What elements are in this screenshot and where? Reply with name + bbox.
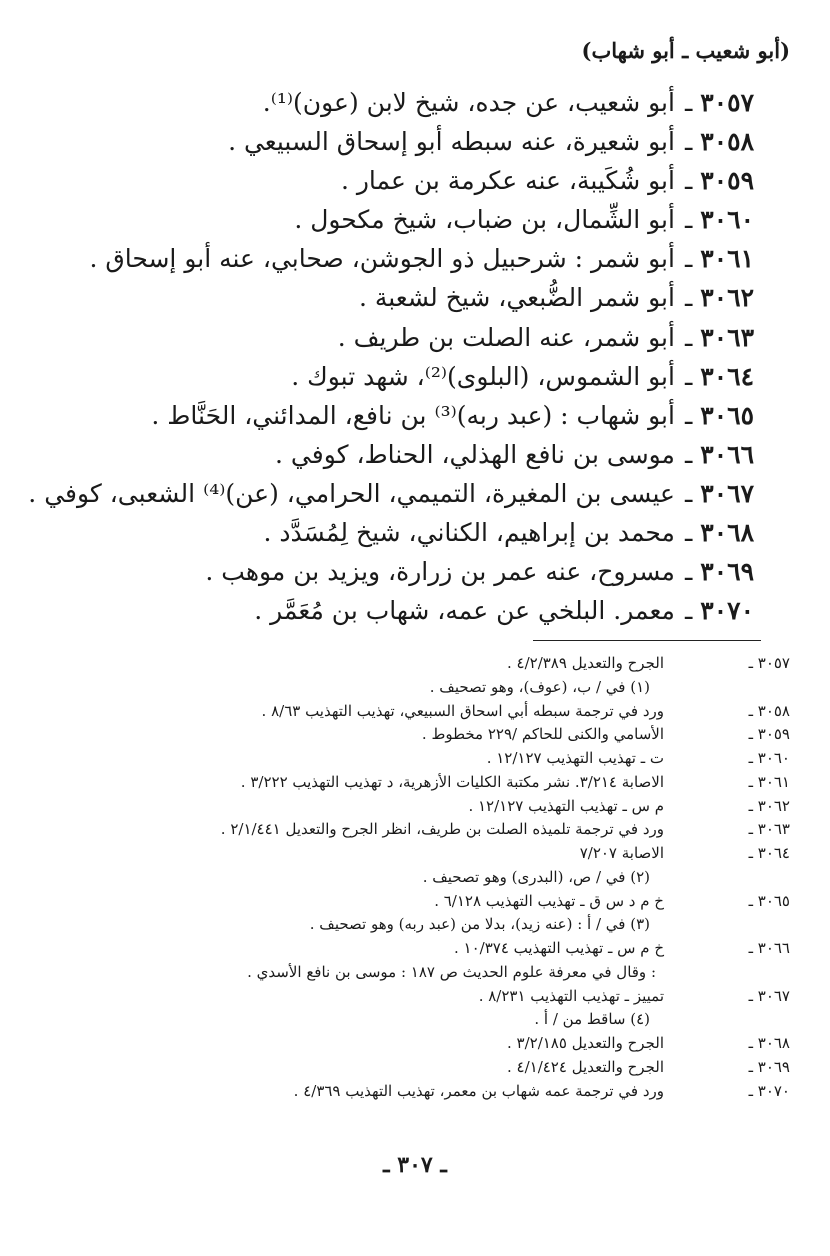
- entry-text: أبو شعيرة، عنه سبطه أبو إسحاق السبيعي .: [228, 127, 675, 157]
- entry-row: [20, 127, 754, 166]
- footnote-text: خ م س ـ تهذيب التهذيب ١٠/٣٧٤ .: [454, 939, 664, 957]
- footnote-row: [40, 1010, 790, 1034]
- entry-number: ٣٠٦١: [700, 244, 754, 274]
- footnote-text: الجرح والتعديل ٤/٢/٣٨٩ .: [506, 654, 664, 672]
- entry-text: أبو شهاب : (عبد ربه)⁽³⁾ بن نافع، المدائني، الحَنَّاط .: [151, 400, 675, 430]
- footnote-row: [40, 654, 790, 678]
- footnote-text: (٢) في / ص، (البدرى) وهو تصحيف .: [422, 867, 650, 886]
- footnote-number: ٣٠٦٦ ـ: [748, 939, 790, 957]
- footnote-text: م س ـ تهذيب التهذيب ١٢/١٢٧ .: [468, 796, 664, 815]
- entry-text: موسى بن نافع الهذلي، الحناط، كوفي .: [275, 439, 675, 469]
- entry-text: معمر. البلخي عن عمه، شهاب بن مُعَمَّر .: [254, 596, 675, 626]
- entry-number: ٣٠٦٥: [700, 400, 754, 430]
- footnote-text: ت ـ تهذيب التهذيب ١٢/١٢٧ .: [486, 749, 664, 767]
- footnote-row: [40, 963, 790, 987]
- entry-dash: ـ: [684, 127, 693, 157]
- footnote-row: [40, 939, 790, 963]
- entry-dash: ـ: [684, 439, 693, 469]
- entry-row: [20, 244, 754, 283]
- footnote-row: [40, 773, 790, 797]
- entry-number: ٣٠٥٨: [700, 127, 754, 157]
- entry-number: ٣٠٦٣: [700, 322, 754, 352]
- entry-row: [20, 557, 754, 596]
- entry-number: ٣٠٦٤: [700, 361, 754, 391]
- footnote-number: ٣٠٥٧ ـ: [748, 654, 790, 672]
- page-number: ـ ٣٠٧ ـ: [383, 1152, 447, 1178]
- footnote-text: الجرح والتعديل ٣/٢/١٨٥ .: [506, 1034, 664, 1052]
- entry-number: ٣٠٦٢: [700, 283, 754, 313]
- footnote-number: ٣٠٥٩ ـ: [748, 725, 790, 744]
- running-header: (أبو شعيب ـ أبو شهاب): [581, 38, 790, 63]
- footnote-text: الاصابة ٣/٢١٤. نشر مكتبة الكليات الأزهرية، د تهذيب التهذيب ٣/٢٢٢ .: [240, 772, 664, 791]
- entry-row: [20, 283, 754, 322]
- footnote-row: [40, 1034, 790, 1058]
- entry-text: مسروح، عنه عمر بن زرارة، ويزيد بن موهب .: [205, 557, 675, 587]
- footnote-row: [40, 892, 790, 916]
- footnote-row: [40, 702, 790, 726]
- footnote-separator: [533, 640, 761, 641]
- footnote-text: ورد في ترجمة تلميذه الصلت بن طريف، انظر الجرح والتعديل ٢/١/٤٤١ .: [220, 820, 664, 839]
- entry-row: [20, 596, 754, 635]
- entry-dash: ـ: [684, 518, 693, 548]
- footnote-text: تمييز ـ تهذيب التهذيب ٨/٢٣١ .: [478, 986, 664, 1005]
- footnote-row: [40, 844, 790, 868]
- entry-number: ٣٠٥٩: [700, 166, 754, 196]
- entry-row: [20, 205, 754, 244]
- entry-text: عيسى بن المغيرة، التميمي، الحرامي، (عن)⁽⁴⁾ الشعبى، كوفي .: [28, 478, 675, 508]
- footnote-number: ٣٠٦٢ ـ: [748, 796, 790, 815]
- footnote-text: (٤) ساقط من / أ .: [534, 1010, 650, 1029]
- entry-number: ٣٠٦٨: [700, 518, 754, 548]
- entry-text: أبو الشِّمال، بن ضباب، شيخ مكحول .: [294, 205, 675, 235]
- entry-text: أبو شمر، عنه الصلت بن طريف .: [337, 322, 675, 352]
- entry-text: أبو شمر : شرحبيل ذو الجوشن، صحابي، عنه أبو إسحاق .: [89, 244, 675, 274]
- entry-row: [20, 362, 754, 401]
- footnote-row: [40, 797, 790, 821]
- footnote-number: ٣٠٦٨ ـ: [748, 1034, 790, 1052]
- entry-dash: ـ: [684, 205, 693, 235]
- entry-dash: ـ: [684, 478, 693, 508]
- footnote-number: ٣٠٦٥ ـ: [748, 891, 790, 910]
- footnote-number: ٣٠٧٠ ـ: [748, 1081, 790, 1100]
- entry-row: [20, 166, 754, 205]
- entry-number: ٣٠٧٠: [700, 596, 754, 626]
- entry-text: أبو شُكَيبة، عنه عكرمة بن عمار .: [340, 166, 675, 196]
- footnote-row: [40, 1058, 790, 1082]
- footnote-text: (١) في / ب، (عوف)، وهو تصحيف .: [429, 677, 650, 696]
- footnote-number: ٣٠٦٧ ـ: [748, 986, 790, 1005]
- entry-dash: ـ: [684, 361, 693, 391]
- entry-dash: ـ: [684, 596, 693, 626]
- entry-number: ٣٠٦٦: [700, 439, 754, 469]
- footnote-text: خ م د س ق ـ تهذيب التهذيب ٦/١٢٨ .: [434, 891, 664, 910]
- entry-row: [20, 440, 754, 479]
- entry-dash: ـ: [684, 283, 693, 313]
- footnote-text: (٣) في / أ : (عنه زيد)، بدلا من (عبد ربه) وهو تصحيف .: [309, 915, 650, 934]
- entry-dash: ـ: [684, 88, 693, 117]
- footnote-number: ٣٠٥٨ ـ: [748, 701, 790, 720]
- entry-text: أبو شعيب، عن جده، شيخ لابن (عون)⁽¹⁾.: [262, 88, 675, 117]
- footnote-row: [40, 678, 790, 702]
- footnote-row: [40, 868, 790, 892]
- entry-dash: ـ: [684, 400, 693, 430]
- entry-number: ٣٠٥٧: [700, 88, 754, 117]
- footnote-row: [40, 749, 790, 773]
- footnote-row: [40, 987, 790, 1011]
- entry-number: ٣٠٦٩: [700, 557, 754, 587]
- footnote-text: ورد في ترجمة عمه شهاب بن معمر، تهذيب التهذيب ٤/٣٦٩ .: [293, 1081, 664, 1100]
- footnote-number: ٣٠٦٤ ـ: [748, 844, 790, 862]
- entry-number: ٣٠٦٧: [700, 478, 754, 508]
- footnote-row: [40, 725, 790, 749]
- footnote-text: الأسامي والكنى للحاكم /٢٢٩ مخطوط .: [421, 725, 664, 744]
- entry-dash: ـ: [684, 557, 693, 587]
- entry-row: [20, 323, 754, 362]
- footnotes-list: [40, 654, 790, 1105]
- footnote-row: [40, 820, 790, 844]
- footnote-row: [40, 1082, 790, 1106]
- footnote-number: ٣٠٦٠ ـ: [748, 749, 790, 767]
- footnote-text: : وقال في معرفة علوم الحديث ص ١٨٧ : موسى بن نافع الأسدي .: [247, 962, 656, 981]
- entry-dash: ـ: [684, 244, 693, 274]
- footnote-text: الاصابة ٧/٢٠٧: [579, 844, 664, 862]
- footnote-text: الجرح والتعديل ٤/١/٤٢٤ .: [506, 1057, 664, 1076]
- entry-text: أبو الشموس، (البلوى)⁽²⁾، شهد تبوك .: [291, 361, 675, 391]
- entry-dash: ـ: [684, 322, 693, 352]
- entry-row: [20, 401, 754, 440]
- entry-text: محمد بن إبراهيم، الكناني، شيخ لِمُسَدَّد .: [263, 518, 675, 548]
- entry-dash: ـ: [684, 166, 693, 196]
- footnote-text: ورد في ترجمة سبطه أبي اسحاق السبيعي، تهذيب التهذيب ٨/٦٣ .: [261, 701, 664, 720]
- entries-list: [20, 88, 754, 635]
- entry-row: [20, 88, 754, 127]
- footnote-row: [40, 915, 790, 939]
- footnote-number: ٣٠٦١ ـ: [748, 772, 790, 791]
- entry-number: ٣٠٦٠: [700, 205, 754, 235]
- footnote-number: ٣٠٦٣ ـ: [748, 820, 790, 839]
- entry-row: [20, 479, 754, 518]
- footnote-number: ٣٠٦٩ ـ: [748, 1057, 790, 1076]
- entry-row: [20, 518, 754, 557]
- entry-text: أبو شمر الضُّبعي، شيخ لشعبة .: [358, 283, 675, 313]
